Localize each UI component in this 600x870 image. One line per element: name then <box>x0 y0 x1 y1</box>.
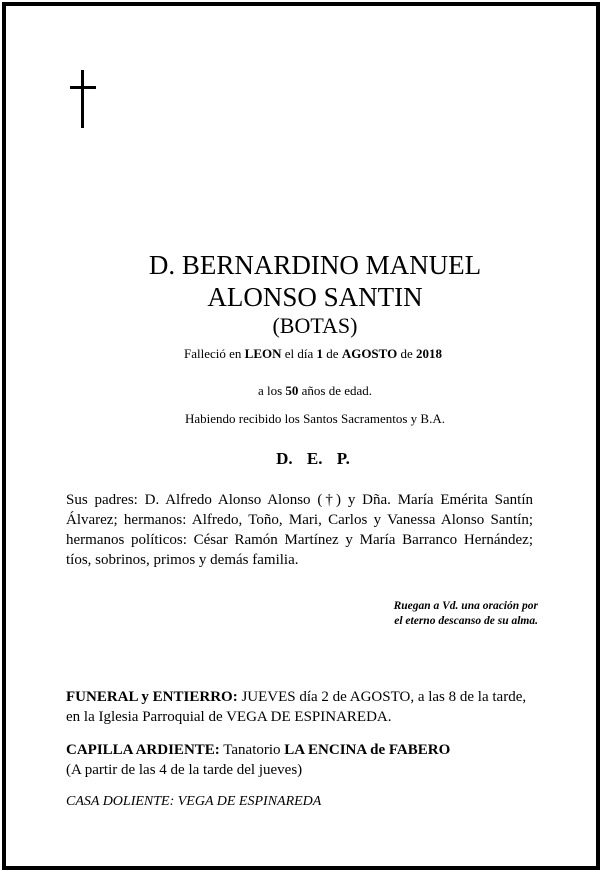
deceased-name-line1: D. BERNARDINO MANUEL <box>148 250 482 280</box>
latin-cross-icon <box>68 70 98 130</box>
sacraments-text: Habiendo recibido los Santos Sacramentos y B.A. <box>185 411 445 426</box>
death-info: Falleció en LEON el día 1 de AGOSTO de 2018 <box>184 346 442 361</box>
funeral-info: FUNERAL y ENTIERRO: JUEVES día 2 de AGOSTO, a las 8 de la tarde, en la Iglesia Parroquial de VEGA DE ESPINAREDA. <box>66 689 527 725</box>
capilla-info: CAPILLA ARDIENTE: Tanatorio LA ENCINA de FABERO (A partir de las 4 de la tarde del jueves) <box>66 742 451 778</box>
deceased-nickname: (BOTAS) <box>272 313 358 338</box>
prayer-request: Ruegan a Vd. una oración por el eterno descanso de su alma. <box>393 600 538 627</box>
age-info: a los 50 años de edad. <box>257 383 373 398</box>
family-text: Sus padres: D. Alfredo Alonso Alonso (†) y Dña. María Emérita Santín Álvarez; hermanos: Alfredo, Toño, Mari, Carlos y Vanessa Alonso Santín; hermanos políticos: César Ramón Martínez y María Barranco Hernández; tíos, sobrinos, primos y demás familia. <box>66 492 533 568</box>
casa-doliente: CASA DOLIENTE: VEGA DE ESPINAREDA <box>66 794 322 809</box>
deceased-name-line2: ALONSO SANTIN <box>207 282 423 312</box>
dep-text: D. E. P. <box>276 449 350 468</box>
